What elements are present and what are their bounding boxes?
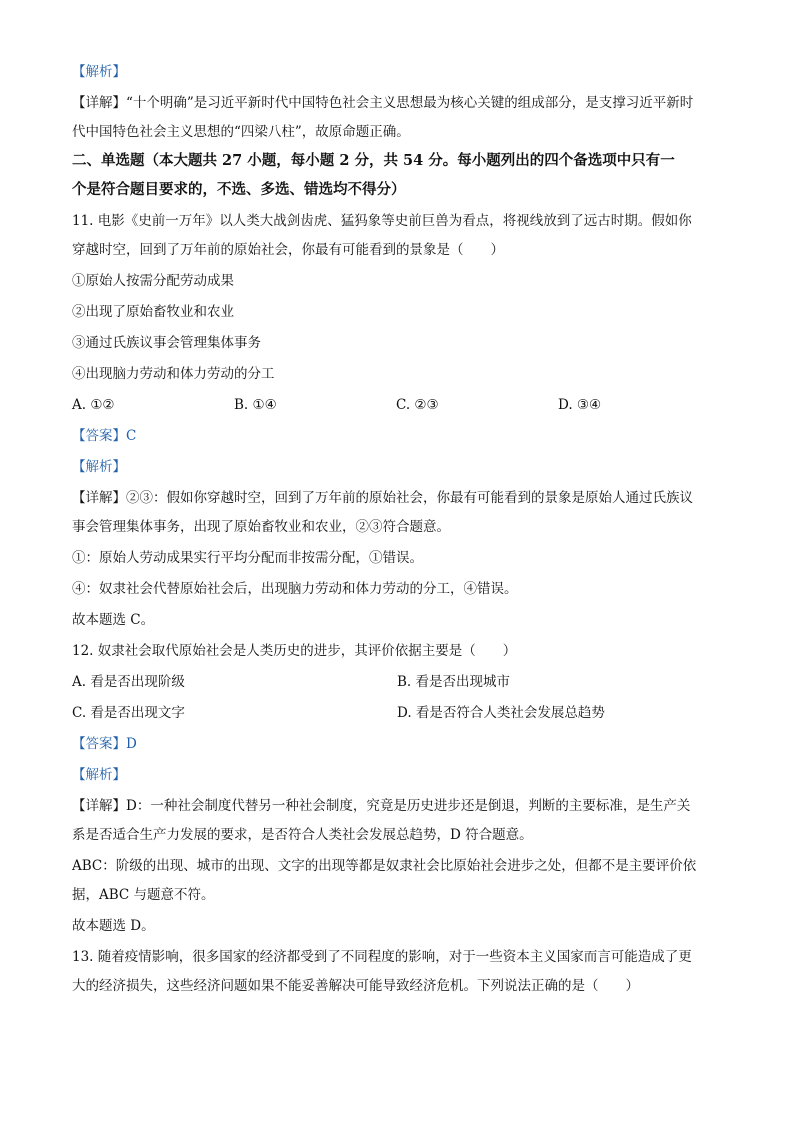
analysis-tag: 【解析】 bbox=[72, 64, 126, 80]
analysis-tag: 【解析】 bbox=[72, 459, 126, 475]
option-c: C. ②③ bbox=[396, 397, 439, 413]
option-b: B. 看是否出现城市 bbox=[397, 674, 511, 690]
question-11-options bbox=[72, 395, 724, 415]
detail-text: 【详解】“十个明确”是习近平新时代中国特色社会主义思想最为核心关键的组成部分，是支撑习近平新时 bbox=[72, 95, 694, 111]
question-11-item: ①原始人按需分配劳动成果 bbox=[72, 273, 234, 289]
option-a: A. 看是否出现阶级 bbox=[72, 674, 185, 690]
question-13-stem: 13. 随着疫情影响，很多国家的经济都受到了不同程度的影响，对于一些资本主义国家而言可能造成了更 bbox=[72, 949, 692, 965]
analysis-tag: 【解析】 bbox=[72, 767, 126, 783]
question-11-item: ③通过氏族议事会管理集体事务 bbox=[72, 335, 261, 351]
answer-tag: 【答案】C bbox=[72, 428, 137, 444]
option-d: D. 看是否符合人类社会发展总趋势 bbox=[397, 705, 605, 721]
question-13-stem: 大的经济损失，这些经济问题如果不能妥善解决可能导致经济危机。下列说法正确的是（ ） bbox=[72, 978, 639, 994]
detail-text: ④：奴隶社会代替原始社会后，出现脑力劳动和体力劳动的分工，④错误。 bbox=[72, 581, 518, 597]
question-12-stem: 12. 奴隶社会取代原始社会是人类历史的进步，其评价依据主要是（ ） bbox=[72, 643, 517, 659]
question-12-options-row2 bbox=[72, 703, 724, 723]
question-11-stem: 穿越时空，回到了万年前的原始社会，你最有可能看到的景象是（ ） bbox=[72, 242, 504, 258]
question-11-item: ④出现脑力劳动和体力劳动的分工 bbox=[72, 366, 275, 382]
detail-text: 据，ABC 与题意不符。 bbox=[72, 887, 215, 903]
detail-text: 【详解】②③：假如你穿越时空，回到了万年前的原始社会，你最有可能看到的景象是原始人通过氏族议 bbox=[72, 490, 693, 506]
detail-text: 【详解】D：一种社会制度代替另一种社会制度，究竟是历史进步还是倒退，判断的主要标准，是生产关 bbox=[72, 798, 691, 814]
option-a: A. ①② bbox=[72, 397, 115, 413]
detail-text: 故本题选 C。 bbox=[72, 612, 155, 628]
option-c: C. 看是否出现文字 bbox=[72, 705, 185, 721]
detail-text: 故本题选 D。 bbox=[72, 918, 155, 934]
document-page bbox=[72, 62, 724, 996]
question-11-stem: 11. 电影《史前一万年》以人类大战剑齿虎、猛犸象等史前巨兽为看点，将视线放到了远古时期。假如你 bbox=[72, 213, 692, 229]
answer-tag: 【答案】D bbox=[72, 736, 137, 752]
option-d: D. ③④ bbox=[558, 397, 602, 413]
detail-text: 代中国特色社会主义思想的“四梁八柱”，故原命题正确。 bbox=[72, 124, 410, 140]
detail-text: 事会管理集体事务，出现了原始畜牧业和农业，②③符合题意。 bbox=[72, 519, 450, 535]
section-title: 二、单选题（本大题共 27 小题，每小题 2 分，共 54 分。每小题列出的四个备选项中只有一 bbox=[72, 152, 675, 169]
detail-text: 系是否适合生产力发展的要求，是否符合人类社会发展总趋势，D 符合题意。 bbox=[72, 827, 533, 843]
section-title: 个是符合题目要求的，不选、多选、错选均不得分） bbox=[72, 181, 406, 198]
option-b: B. ①④ bbox=[234, 397, 277, 413]
detail-text: ABC：阶级的出现、城市的出现、文字的出现等都是奴隶社会比原始社会进步之处，但都不是主要评价依 bbox=[72, 858, 697, 874]
question-12-options-row1 bbox=[72, 672, 724, 692]
detail-text: ①：原始人劳动成果实行平均分配而非按需分配，①错误。 bbox=[72, 550, 423, 566]
question-11-item: ②出现了原始畜牧业和农业 bbox=[72, 304, 234, 320]
